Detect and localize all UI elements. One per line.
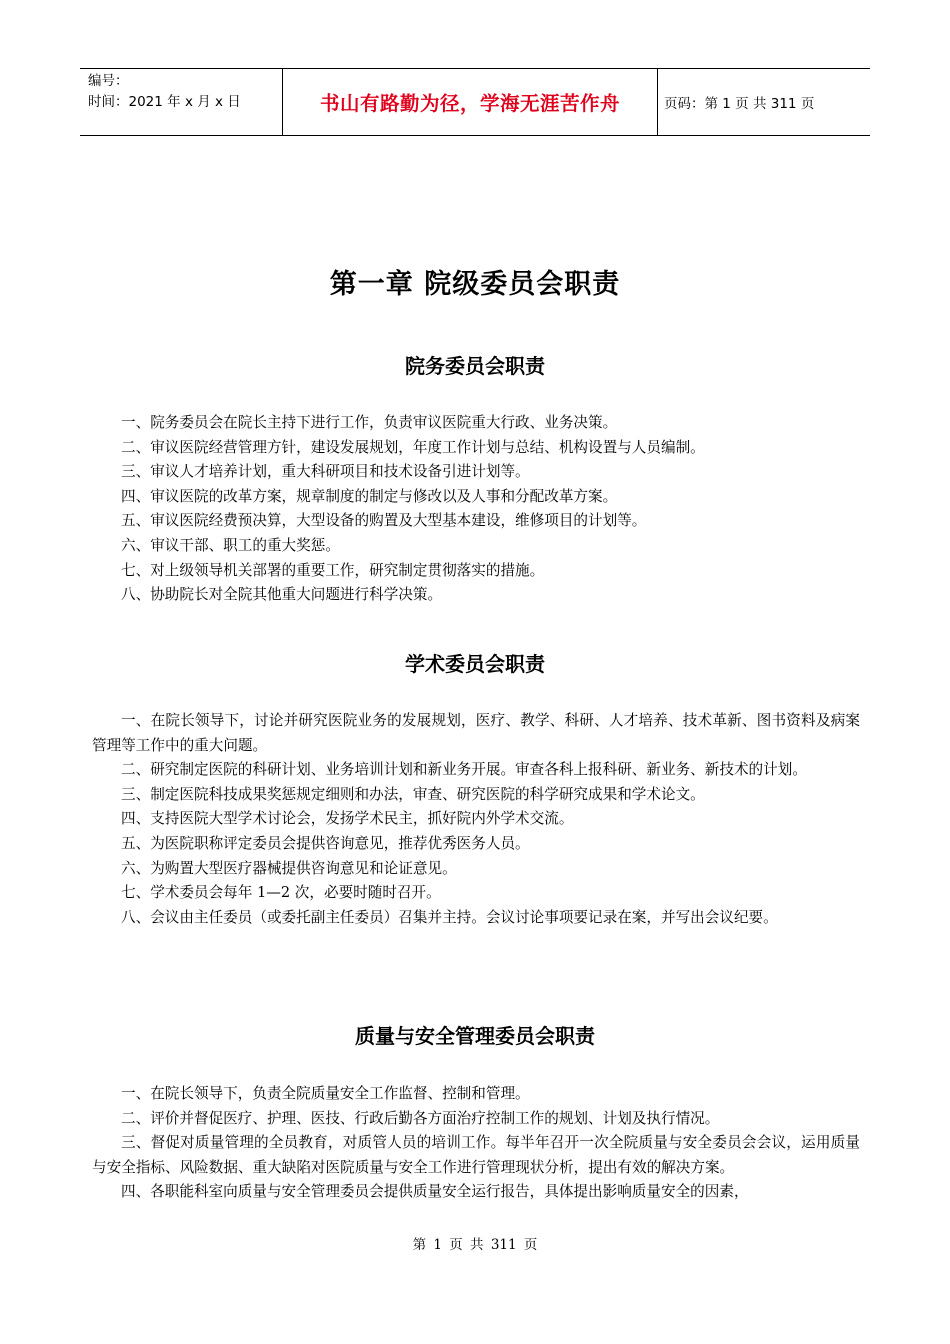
paragraph: 五、审议医院经费预决算，大型设备的购置及大型基本建设，维修项目的计划等。 <box>121 512 647 530</box>
paragraph: 二、审议医院经营管理方针，建设发展规划，年度工作计划与总结、机构设置与人员编制。 <box>121 438 705 456</box>
paragraph: 一、院务委员会在院长主持下进行工作，负责审议医院重大行政、业务决策。 <box>121 414 618 431</box>
section-title: 院务委员会职责 <box>405 354 545 378</box>
paragraph: 四、支持医院大型学术讨论会，发扬学术民主，抓好院内外学术交流。 <box>121 810 574 828</box>
paragraph: 三、制定医院科技成果奖惩规定细则和办法，审查、研究医院的科学研究成果和学术论文。 <box>121 785 705 803</box>
paragraph: 四、各职能科室向质量与安全管理委员会提供质量安全运行报告，具体提出影响质量安全的因素， <box>121 1183 749 1201</box>
paragraph: 八、会议由主任委员（或委托副主任委员）召集并主持。会议讨论事项要记录在案，并写出会议纪要。 <box>121 908 778 926</box>
header-date: 时间：2021 年 x 月 x 日 <box>88 94 241 110</box>
paragraph: 七、学术委员会每年 1—2 次，必要时随时召开。 <box>121 884 441 902</box>
chapter-title: 第一章 院级委员会职责 <box>329 269 621 300</box>
paragraph: 二、评价并督促医疗、护理、医技、行政后勤各方面治疗控制工作的规划、计划及执行情况。 <box>121 1109 720 1127</box>
header-motto: 书山有路勤为径，学海无涯苦作舟 <box>282 69 658 135</box>
section-title: 学术委员会职责 <box>405 652 545 676</box>
header-meta <box>80 69 282 135</box>
paragraph: 七、对上级领导机关部署的重要工作，研究制定贯彻落实的措施。 <box>121 561 545 579</box>
paragraph: 一、在院长领导下，负责全院质量安全工作监督、控制和管理。 <box>121 1085 530 1102</box>
paragraph: 六、审议干部、职工的重大奖惩。 <box>121 536 340 554</box>
paragraph: 八、协助院长对全院其他重大问题进行科学决策。 <box>121 586 443 604</box>
page-footer: 第 1 页 共 311 页 <box>412 1237 538 1253</box>
paragraph: 一、在院长领导下，讨论并研究医院业务的发展规划，医疗、教学、科研、人才培养、技术革新、图书资料及病案管理等工作中的重大问题。 <box>92 712 860 754</box>
header-number: 编号： <box>88 73 129 89</box>
paragraph: 六、为购置大型医疗器械提供咨询意见和论证意见。 <box>121 859 457 877</box>
page-header <box>80 68 870 136</box>
paragraph: 三、审议人才培养计划，重大科研项目和技术设备引进计划等。 <box>121 463 530 481</box>
paragraph: 三、督促对质量管理的全员教育，对质管人员的培训工作。每半年召开一次全院质量与安全委员会会议，运用质量与安全指标、风险数据、重大缺陷对医院质量与安全工作进行管理现状分析，提出有效的解决方案。 <box>92 1134 860 1176</box>
section-body <box>92 411 860 608</box>
paragraph: 四、审议医院的改革方案，规章制度的制定与修改以及人事和分配改革方案。 <box>121 487 618 505</box>
paragraph: 二、研究制定医院的科研计划、业务培训计划和新业务开展。审查各科上报科研、新业务、新技术的计划。 <box>121 761 807 779</box>
section-title: 质量与安全管理委员会职责 <box>355 1024 595 1048</box>
paragraph: 五、为医院职称评定委员会提供咨询意见，推荐优秀医务人员。 <box>121 834 530 852</box>
section-body <box>92 1082 860 1205</box>
section-body <box>92 709 860 930</box>
header-page-info: 页码：第 1 页 共 311 页 <box>664 96 815 112</box>
